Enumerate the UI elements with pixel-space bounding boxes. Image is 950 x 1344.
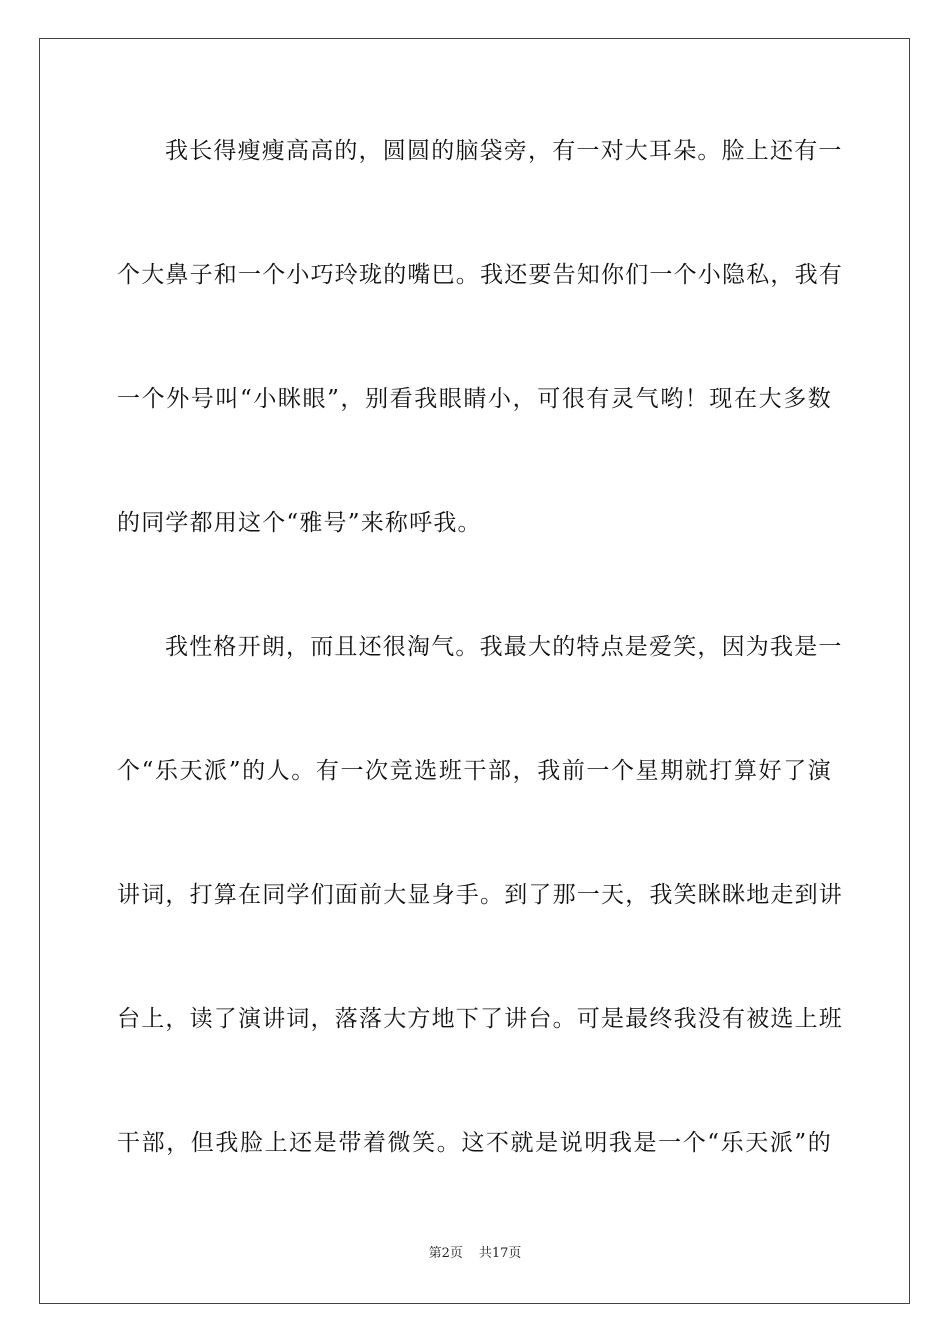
paragraph-1-line-2: 个大鼻子和一个小巧玲珑的嘴巴。我还要告知你们一个小隐私，我有 xyxy=(117,262,843,288)
paragraph-1-line-1: 我长得瘦瘦高高的，圆圆的脑袋旁，有一对大耳朵。脸上还有一 xyxy=(165,138,843,164)
paragraph-2-line-3: 讲词，打算在同学们面前大显身手。到了那一天，我笑眯眯地走到讲 xyxy=(117,882,843,908)
page-number: 第2页 xyxy=(428,1246,463,1261)
page-total: 共17页 xyxy=(478,1246,522,1261)
paragraph-2-line-5: 干部，但我脸上还是带着微笑。这不就是说明我是一个“乐天派”的 xyxy=(117,1130,832,1156)
paragraph-2-line-1: 我性格开朗，而且还很淘气。我最大的特点是爱笑，因为我是一 xyxy=(165,634,843,660)
paragraph-2-line-4: 台上，读了演讲词，落落大方地下了讲台。可是最终我没有被选上班 xyxy=(117,1006,843,1032)
page-footer xyxy=(0,1246,950,1262)
page-frame xyxy=(39,38,910,1304)
paragraph-1-line-3: 一个外号叫“小眯眼”，别看我眼睛小，可很有灵气哟！现在大多数 xyxy=(117,386,832,412)
paragraph-1-line-4: 的同学都用这个“雅号”来称呼我。 xyxy=(117,510,482,536)
paragraph-2-line-2: 个“乐天派”的人。有一次竞选班干部，我前一个星期就打算好了演 xyxy=(117,758,832,784)
